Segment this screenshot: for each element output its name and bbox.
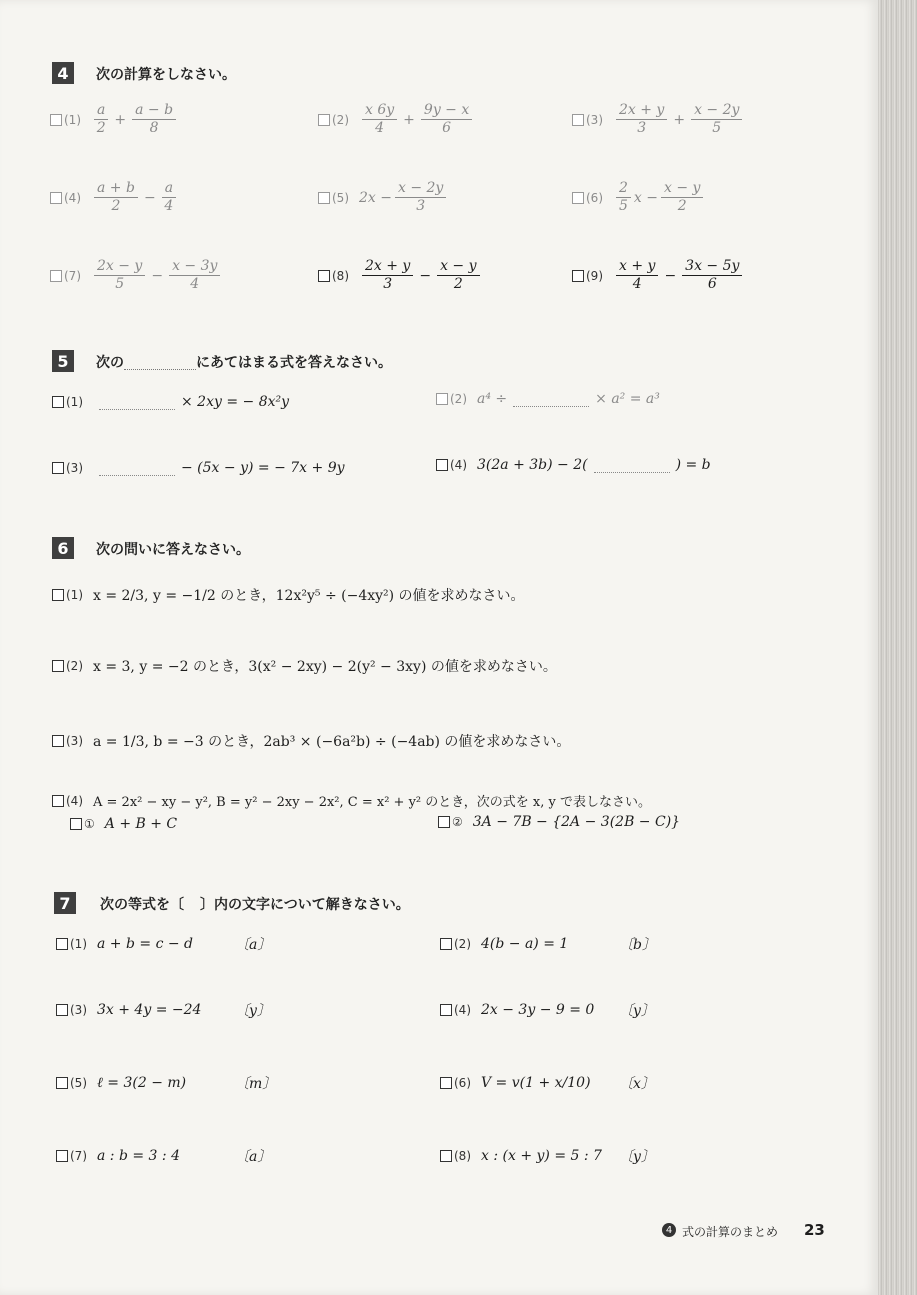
s6-problem-4[interactable] [52,791,651,810]
checkbox[interactable] [572,114,584,126]
numerator: 9y − x [421,102,472,120]
s7-problem-4[interactable] [440,1000,655,1020]
s4-problem-1[interactable] [50,102,179,137]
fraction [661,180,703,215]
denominator: 5 [619,198,628,214]
numerator: a − b [132,102,176,120]
problem-label: (3) [66,461,83,475]
problem-text: x = 2/3, y = −1/2 のとき，12x²y⁵ ÷ (−4xy²) の値を求めなさい。 [93,588,525,604]
numerator: a + b [94,180,138,198]
section-4-number: 4 [52,62,74,84]
denominator: 3 [416,198,426,214]
fraction [362,258,413,293]
section-5-title [96,352,392,372]
problem-label: (2) [66,659,83,673]
section-4-title: 次の計算をしなさい。 [96,67,236,83]
equation: ℓ = 3(2 − m) [97,1074,187,1091]
s4-problem-7[interactable] [50,258,223,293]
s7-problem-6[interactable] [440,1073,655,1093]
operator: + [673,111,686,128]
denominator: 3 [383,276,393,292]
operator: − [151,267,164,284]
solve-variable: 〔m〕 [235,1076,277,1092]
s6-problem-4-2[interactable] [438,814,680,830]
answer-blank[interactable] [99,395,175,410]
checkbox[interactable] [50,270,62,282]
denominator: 5 [115,276,125,292]
denominator: 2 [96,120,106,136]
s5-problem-1[interactable] [52,394,289,410]
checkbox[interactable] [440,1077,452,1089]
problem-text: x = 3, y = −2 のとき，3(x² − 2xy) − 2(y² − 3xy) の値を求めなさい。 [93,659,557,675]
checkbox[interactable] [70,818,82,830]
fraction [169,258,220,293]
fraction [94,180,138,215]
s5-problem-3[interactable] [52,460,345,476]
problem-label: (3) [586,112,603,127]
fraction [421,102,472,137]
problem-label: (1) [64,112,81,127]
s7-problem-1[interactable] [56,934,271,954]
section-7-number: 7 [54,892,76,914]
problem-text: A + B + C [104,816,178,832]
numerator: 2x − y [94,258,145,276]
problem-label: (3) [66,734,83,748]
problem-label: (4) [454,1003,471,1017]
section-6-number: 6 [52,537,74,559]
checkbox[interactable] [52,396,64,408]
s7-problem-5[interactable] [56,1073,276,1093]
numerator: a [162,180,176,198]
page-number: 23 [804,1221,825,1239]
numerator: 3x − 5y [682,258,742,276]
problem-label: (7) [64,268,81,283]
numerator: x − y [437,258,479,276]
numerator: 2 [616,180,631,198]
problem-label: (9) [586,268,603,283]
fraction [94,102,108,137]
s6-problem-1[interactable] [52,585,525,605]
fraction [616,180,631,215]
problem-label: (5) [332,190,349,205]
problem-label: (5) [70,1076,87,1090]
fraction [94,258,145,293]
problem-label: (4) [450,458,467,472]
section-7-title-pre: 次の等式を [100,897,170,913]
operator: − [664,267,677,284]
checkbox[interactable] [50,114,62,126]
fraction [395,180,446,215]
checkbox[interactable] [52,660,64,672]
operator: + [114,111,127,128]
s5-problem-4[interactable] [436,457,711,473]
checkbox[interactable] [52,589,64,601]
expr-pre: 3(2a + 3b) − 2( [477,457,588,473]
equation: x : (x + y) = 5 : 7 [481,1148,602,1164]
denominator: 4 [632,276,642,292]
checkbox[interactable] [52,795,64,807]
denominator: 6 [707,276,717,292]
checkbox[interactable] [440,1004,452,1016]
solve-variable: 〔y〕 [235,1003,271,1019]
s6-problem-3[interactable] [52,731,570,751]
checkbox[interactable] [438,816,450,828]
title-blank [124,357,196,370]
denominator: 2 [111,198,121,214]
problem-label: (6) [454,1076,471,1090]
denominator: 2 [677,198,687,214]
numerator: 2x + y [616,102,667,120]
operator: + [403,111,415,128]
problem-label: (2) [332,112,349,127]
checkbox[interactable] [56,938,68,950]
chapter-badge: 4 [662,1223,676,1237]
fraction [437,258,479,293]
problem-label: (8) [454,1149,471,1163]
checkbox[interactable] [50,192,62,204]
page-edge [878,0,917,1295]
section-7-title: 次の等式を〔 〕内の文字について解きなさい。 [100,897,410,913]
fraction [616,102,667,137]
expr-post: ) = b [675,457,711,473]
checkbox[interactable] [56,1150,68,1162]
numerator: x − 2y [395,180,446,198]
problem-text: A = 2x² − xy − y², B = y² − 2xy − 2x², C = x² + y² のとき，次の式を x, y で表しなさい。 [93,795,651,810]
problem-text: 3A − 7B − {2A − 3(2B − C)} [472,814,681,830]
s4-problem-6[interactable] [572,180,706,215]
s4-problem-4[interactable] [50,180,179,215]
denominator: 5 [712,120,722,136]
numerator: a [94,102,108,120]
denominator: 2 [453,276,463,292]
checkbox[interactable] [572,270,584,282]
checkbox[interactable] [52,462,64,474]
expr-post: × 2xy = − 8x²y [181,394,290,410]
equation: V = v(1 + x/10) [481,1075,591,1091]
s7-problem-3[interactable] [56,1000,271,1020]
fraction [682,258,742,293]
expr-text: 2x − [359,189,392,206]
checkbox[interactable] [56,1077,68,1089]
expr-text: x − [633,189,658,206]
solve-variable: 〔b〕 [619,937,656,953]
section-6-title: 次の問いに答えなさい。 [96,542,250,558]
problem-label: ① [84,817,95,831]
checkbox[interactable] [318,192,330,204]
equation: 4(b − a) = 1 [481,936,569,952]
problem-label: (8) [332,268,349,283]
fraction [362,102,397,137]
s7-problem-2[interactable] [440,934,656,954]
s4-problem-2[interactable] [318,102,475,137]
s4-problem-9[interactable] [572,258,745,293]
checkbox[interactable] [318,114,330,126]
numerator: 2x + y [362,258,413,276]
numerator: x + y [616,258,658,276]
solve-variable: 〔a〕 [235,937,272,953]
operator: − [419,267,432,284]
denominator: 3 [637,120,647,136]
expr-pre: a⁴ ÷ [477,391,508,407]
numerator: x − 3y [169,258,220,276]
section-5-title-post: にあてはまる式を答えなさい。 [196,355,392,371]
checkbox[interactable] [572,192,584,204]
s6-problem-2[interactable] [52,656,557,676]
problem-label: (4) [64,190,81,205]
solve-variable: 〔x〕 [619,1076,655,1092]
s4-problem-8[interactable] [318,258,483,293]
answer-blank[interactable] [513,392,589,407]
checkbox[interactable] [52,735,64,747]
checkbox[interactable] [440,1150,452,1162]
equation: 3x + 4y = −24 [97,1002,202,1018]
problem-label: (2) [450,392,467,406]
problem-text: a = 1/3, b = −3 のとき，2ab³ × (−6a²b) ÷ (−4ab) の値を求めなさい。 [93,734,571,750]
denominator: 4 [190,276,200,292]
s5-problem-2[interactable] [436,391,660,407]
problem-label: (4) [66,793,83,808]
numerator: x − 2y [691,102,742,120]
denominator: 4 [375,120,385,136]
problem-label: (7) [70,1149,87,1163]
checkbox[interactable] [436,393,448,405]
s7-problem-8[interactable] [440,1146,655,1166]
problem-label: (2) [454,937,471,951]
fraction [691,102,742,137]
answer-blank[interactable] [594,458,670,473]
problem-label: (1) [70,937,87,951]
equation: a + b = c − d [97,936,194,952]
problem-label: (1) [66,395,83,409]
denominator: 4 [164,198,174,214]
s4-problem-3[interactable] [572,102,745,137]
expr-post: × a² = a³ [595,391,660,407]
section-5-title-pre: 次の [96,355,124,371]
solve-variable: 〔y〕 [619,1003,655,1019]
solve-variable: 〔y〕 [619,1149,655,1165]
problem-label: (3) [70,1003,87,1017]
fraction [162,180,176,215]
problem-label: (6) [586,190,603,205]
checkbox[interactable] [56,1004,68,1016]
solve-variable: 〔a〕 [235,1149,272,1165]
checkbox[interactable] [318,270,330,282]
fraction [132,102,176,137]
numerator: x 6y [362,102,397,120]
problem-label: (1) [66,588,83,602]
problem-label: ② [452,815,463,829]
denominator: 8 [149,120,159,136]
fraction [616,258,658,293]
s6-problem-4-1[interactable] [70,816,177,832]
numerator: x − y [661,180,703,198]
equation: a : b = 3 : 4 [97,1148,180,1164]
s7-problem-7[interactable] [56,1146,271,1166]
operator: − [143,189,156,206]
denominator: 6 [442,120,452,136]
expr-post: − (5x − y) = − 7x + 9y [181,460,345,476]
equation: 2x − 3y − 9 = 0 [481,1002,595,1018]
footer-chapter-title: 式の計算のまとめ [682,1225,779,1239]
s4-problem-5[interactable] [318,180,449,215]
checkbox[interactable] [436,459,448,471]
checkbox[interactable] [440,938,452,950]
section-5-number: 5 [52,350,74,372]
section-7-title-post: 内の文字について解きなさい。 [214,897,410,913]
answer-blank[interactable] [99,461,175,476]
